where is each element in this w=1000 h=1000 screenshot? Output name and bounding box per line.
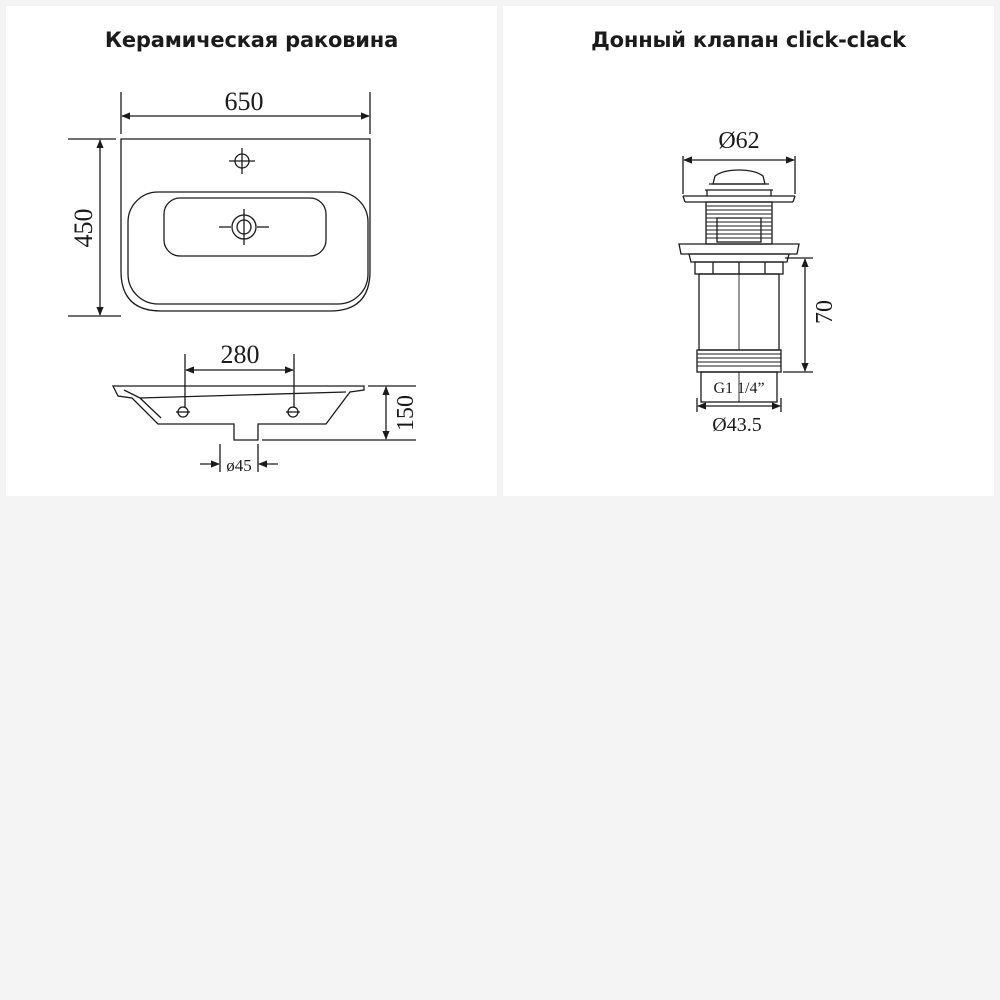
sink-side-profile <box>113 386 364 440</box>
dim-150-label: 150 <box>393 395 419 431</box>
sink-top-outline <box>121 139 370 311</box>
dim-650-label: 650 <box>224 87 264 116</box>
sink-drawing <box>6 6 497 496</box>
dim-280-label: 280 <box>220 340 260 369</box>
sink-basin <box>128 192 368 304</box>
valve-flange <box>679 244 799 254</box>
valve-drawing <box>503 6 994 496</box>
dim-43-5-label: Ø43.5 <box>712 414 762 436</box>
dim-62-label: Ø62 <box>718 128 760 154</box>
valve-title: Донный клапан click-clack <box>591 28 906 52</box>
dim-70-label: 70 <box>812 300 838 324</box>
valve-panel <box>503 6 994 496</box>
sink-drain-recess <box>164 198 326 256</box>
dim-drain-label: ø45 <box>226 456 252 475</box>
thread-label: G1 1/4” <box>713 380 765 397</box>
sink-title: Керамическая раковина <box>104 28 399 52</box>
sink-panel <box>6 6 497 496</box>
valve-bottom-thread <box>697 350 781 372</box>
valve-cap <box>713 170 765 184</box>
dim-450-label: 450 <box>69 208 98 248</box>
